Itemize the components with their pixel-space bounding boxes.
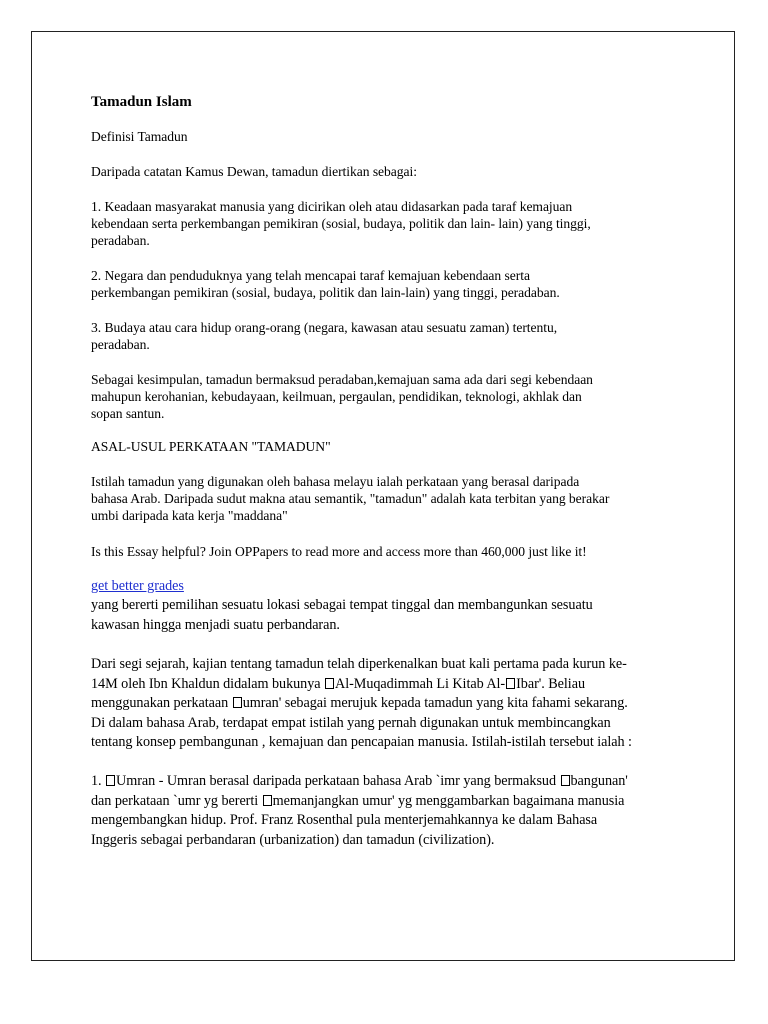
text-line: umbi daripada kata kerja "maddana" xyxy=(91,508,288,523)
umran-paragraph xyxy=(91,772,628,850)
missing-glyph-icon xyxy=(263,795,272,806)
text-line: Dari segi sejarah, kajian tentang tamadun telah diperkenalkan buat kali pertama pada kurun ke- xyxy=(91,656,627,672)
text-line: tentang konsep pembangunan , kemajuan dan pencapaian manusia. Istilah-istilah tersebut ialah : xyxy=(91,734,632,751)
text-line: dan perkataan `umr yg bererti memanjangkan umur' yg menggambarkan bagaimana manusia xyxy=(91,792,625,809)
conclusion-paragraph xyxy=(91,371,593,422)
text-line: peradaban. xyxy=(91,233,150,248)
origin-paragraph xyxy=(91,473,609,524)
history-paragraph xyxy=(91,655,632,753)
text-line: Sebagai kesimpulan, tamadun bermaksud peradaban,kemajuan sama ada dari segi kebendaan xyxy=(91,372,593,387)
text-line: peradaban. xyxy=(91,337,150,352)
text-line: bahasa Arab. Daripada sudut makna atau semantik, "tamadun" adalah kata terbitan yang berakar xyxy=(91,491,610,506)
text-line: mengembangkan hidup. Prof. Franz Rosenthal pula menterjemahkannya ke dalam Bahasa xyxy=(91,812,598,829)
definition-point-3 xyxy=(91,319,557,353)
definition-point-2 xyxy=(91,267,560,301)
text-line: Istilah tamadun yang digunakan oleh bahasa melayu ialah perkataan yang berasal daripada xyxy=(91,474,580,489)
get-better-grades-link[interactable]: get better grades xyxy=(91,578,184,594)
definition-point-1 xyxy=(91,198,591,249)
missing-glyph-icon xyxy=(561,775,570,786)
text-line: 3. Budaya atau cara hidup orang-orang (negara, kawasan atau sesuatu zaman) tertentu, xyxy=(91,320,558,335)
promo-text: Is this Essay helpful? Join OPPapers to read more and access more than 460,000 just like it! xyxy=(91,544,587,559)
text-line: Inggeris sebagai perbandaran (urbanization) dan tamadun (civilization). xyxy=(91,831,495,848)
intro-paragraph: Daripada catatan Kamus Dewan, tamadun diertikan sebagai: xyxy=(91,164,417,179)
missing-glyph-icon xyxy=(325,678,334,689)
text-line: Di dalam bahasa Arab, terdapat empat istilah yang pernah digunakan untuk membincangkan xyxy=(91,714,611,731)
text-line: 1. Keadaan masyarakat manusia yang dicirikan oleh atau didasarkan pada taraf kemajuan xyxy=(91,199,573,214)
missing-glyph-icon xyxy=(233,697,242,708)
text-line: yang bererti pemilihan sesuatu lokasi sebagai tempat tinggal dan membangunkan sesuatu xyxy=(91,597,593,613)
text-line: kawasan hingga menjadi suatu perbandaran. xyxy=(91,616,340,633)
document-page xyxy=(31,31,735,961)
origin-heading: ASAL-USUL PERKATAAN "TAMADUN" xyxy=(91,439,331,454)
text-line: kebendaan serta perkembangan pemikiran (sosial, budaya, politik dan lain- lain) yang tinggi, xyxy=(91,216,591,231)
text-line: 14M oleh Ibn Khaldun didalam bukunya Al-Muqadimmah Li Kitab Al- Ibar'. Beliau xyxy=(91,675,585,692)
definition-heading: Definisi Tamadun xyxy=(91,129,188,144)
continuation-paragraph xyxy=(91,596,593,635)
missing-glyph-icon xyxy=(106,775,115,786)
text-line: 1. Umran - Umran berasal daripada perkataan bahasa Arab `imr yang bermaksud bangunan' xyxy=(91,773,628,789)
missing-glyph-icon xyxy=(506,678,515,689)
text-line: 2. Negara dan penduduknya yang telah mencapai taraf kemajuan kebendaan serta xyxy=(91,268,530,283)
text-line: mahupun kerohanian, kebudayaan, keilmuan, pergaulan, pendidikan, teknologi, akhlak dan xyxy=(91,389,582,404)
text-line: perkembangan pemikiran (sosial, budaya, politik dan lain-lain) yang tinggi, peradaban. xyxy=(91,285,560,300)
text-line: sopan santun. xyxy=(91,406,165,421)
text-line: menggunakan perkataan umran' sebagai merujuk kepada tamadun yang kita fahami sekarang. xyxy=(91,695,628,712)
document-title: Tamadun Islam xyxy=(91,94,192,110)
